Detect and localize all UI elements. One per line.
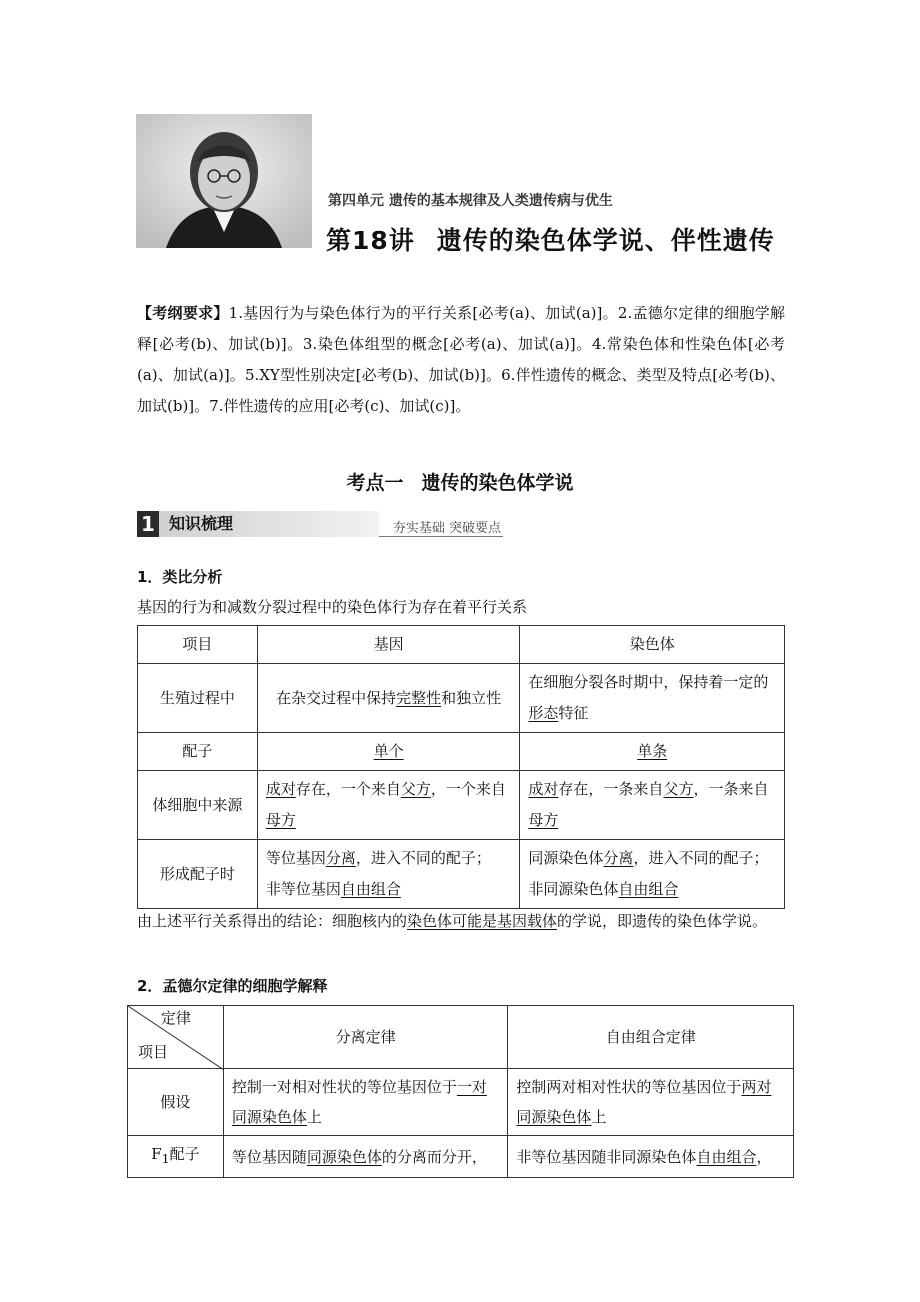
part2-heading: 2．孟德尔定律的细胞学解释 xyxy=(137,977,328,995)
bar-number: 1 xyxy=(137,511,159,537)
cell-text: 在细胞分裂各时期中，保持着一定的 xyxy=(528,673,769,691)
table-header-row xyxy=(138,626,785,664)
header-cell: 基因 xyxy=(257,626,520,664)
mendel-table xyxy=(127,1005,794,1178)
corner-top-label: 定律 xyxy=(160,1009,191,1027)
header-cell: 分离定律 xyxy=(223,1006,508,1069)
answer: 成对 xyxy=(528,780,559,798)
row-item: 生殖过程中 xyxy=(138,664,258,733)
conclusion xyxy=(137,906,785,937)
cell-text: 在杂交过程中保持 xyxy=(276,688,397,707)
answer: 母方 xyxy=(265,811,296,829)
answer: 分离 xyxy=(603,849,634,867)
bar-label: 知识梳理 xyxy=(159,511,379,537)
header-cell: 项目 xyxy=(138,626,258,664)
table-row xyxy=(138,840,785,909)
answer: 单条 xyxy=(637,742,668,760)
answer: 形态 xyxy=(528,704,559,722)
assortment-cell xyxy=(508,1136,794,1178)
answer: 自由组合 xyxy=(696,1147,757,1166)
bar-rule xyxy=(379,536,503,537)
requirements-text: 1.基因行为与染色体行为的平行关系[必考(a)、加试(a)]。2.孟德尔定律的细胞学解释[必考(b)、加试(b)]。3.染色体组型的概念[必考(a)、加试(a)]。4.常染色体和性染色体[必考(a)、加试(a)]。5.XY型性别决定[必考(b)、加试(b)]。6.伴性遗传的概念、类型及特点[必考(b)、加试(b)]。7.伴性遗传的应用[必考(c)、加试(c)]。 xyxy=(137,304,785,415)
row-item: 体细胞中来源 xyxy=(138,771,258,840)
analogy-table xyxy=(137,625,785,909)
mendel-portrait xyxy=(136,114,312,248)
cell-text: 特征 xyxy=(558,704,589,722)
cell-text: 控制一对相对性状的等位基因位于 xyxy=(231,1078,457,1096)
cell-text: 同源染色体 xyxy=(528,849,604,867)
answer: 父方 xyxy=(400,780,431,798)
answer: 父方 xyxy=(663,780,694,798)
row-item: 配子 xyxy=(138,733,258,771)
lecture-title xyxy=(326,221,775,257)
gene-cell xyxy=(257,771,520,840)
answer: 自由组合 xyxy=(618,880,679,898)
header-cell: 染色体 xyxy=(520,626,785,664)
gene-cell xyxy=(257,733,520,771)
unit-line: 第四单元 遗传的基本规律及人类遗传病与优生 xyxy=(328,193,613,209)
answer: 两对同源染色体 xyxy=(516,1078,772,1126)
row-item: 假设 xyxy=(128,1069,224,1136)
answer: 母方 xyxy=(528,811,559,829)
knowledge-bar xyxy=(137,511,503,537)
requirements-label: 【考纲要求】 xyxy=(137,304,229,322)
answer: 染色体可能是基因载体 xyxy=(407,912,558,930)
table-row xyxy=(138,664,785,733)
section-name: 遗传的染色体学说 xyxy=(421,472,574,494)
answer: 单个 xyxy=(373,742,404,760)
part1-heading: 1．类比分析 xyxy=(137,568,223,586)
table-row xyxy=(138,733,785,771)
cell-text: F xyxy=(151,1145,162,1163)
cell-text: 控制两对相对性状的等位基因位于 xyxy=(516,1078,742,1096)
cell-text: 上 xyxy=(306,1108,322,1126)
lecture-number: 第18讲 xyxy=(326,226,415,255)
answer: 一对同源染色体 xyxy=(231,1078,487,1126)
chromosome-cell xyxy=(520,840,785,909)
cell-text: 存在，一个来自 xyxy=(295,780,401,798)
answer: 分离 xyxy=(325,849,356,867)
assortment-cell xyxy=(508,1069,794,1136)
corner-bottom-label: 项目 xyxy=(138,1043,169,1061)
table-row xyxy=(138,771,785,840)
cell-text: 存在，一条来自 xyxy=(558,780,664,798)
chromosome-cell xyxy=(520,733,785,771)
answer: 成对 xyxy=(265,780,296,798)
answer: 同源染色体 xyxy=(306,1147,382,1166)
bar-slogan: 夯实基础 突破要点 xyxy=(392,521,501,536)
cell-text: 上 xyxy=(591,1108,607,1126)
header-cell: 自由组合定律 xyxy=(508,1006,794,1069)
cell-text: 的分离而分开， xyxy=(381,1147,487,1166)
portrait-image xyxy=(136,114,312,248)
segregation-cell xyxy=(223,1136,508,1178)
segregation-cell xyxy=(223,1069,508,1136)
lecture-name: 遗传的染色体学说、伴性遗传 xyxy=(436,226,775,255)
row-item: 形成配子时 xyxy=(138,840,258,909)
subscript: 1 xyxy=(161,1151,170,1166)
row-item xyxy=(128,1136,224,1178)
corner-cell xyxy=(128,1006,224,1069)
table-row xyxy=(128,1069,794,1136)
cell-text: 非等位基因 xyxy=(265,880,341,898)
section-prefix: 考点一 xyxy=(346,472,404,494)
cell-text: ，一个来自 xyxy=(430,780,506,798)
cell-text: 等位基因随 xyxy=(231,1147,307,1166)
answer: 完整性 xyxy=(396,688,442,707)
cell-text: ，进入不同的配子； xyxy=(633,849,769,867)
gene-cell xyxy=(257,664,520,733)
cell-text: ，一条来自 xyxy=(693,780,769,798)
cell-text: 非同源染色体 xyxy=(528,880,619,898)
conclusion-text: 由上述平行关系得出的结论：细胞核内的 xyxy=(137,912,408,930)
cell-text: 配子 xyxy=(169,1145,200,1163)
answer: 自由组合 xyxy=(340,880,401,898)
cell-text: ， xyxy=(756,1147,772,1166)
section-title xyxy=(0,468,920,495)
exam-requirements xyxy=(137,298,785,422)
cell-text: 等位基因 xyxy=(265,849,326,867)
cell-text: ，进入不同的配子； xyxy=(355,849,491,867)
chromosome-cell xyxy=(520,771,785,840)
cell-text: 非等位基因随非同源染色体 xyxy=(516,1147,697,1166)
gene-cell xyxy=(257,840,520,909)
chromosome-cell xyxy=(520,664,785,733)
conclusion-text: 的学说，即遗传的染色体学说。 xyxy=(557,912,768,930)
table-row xyxy=(128,1136,794,1178)
cell-text: 和独立性 xyxy=(441,688,502,707)
table-header-row xyxy=(128,1006,794,1069)
part1-intro: 基因的行为和减数分裂过程中的染色体行为存在着平行关系 xyxy=(137,598,528,616)
